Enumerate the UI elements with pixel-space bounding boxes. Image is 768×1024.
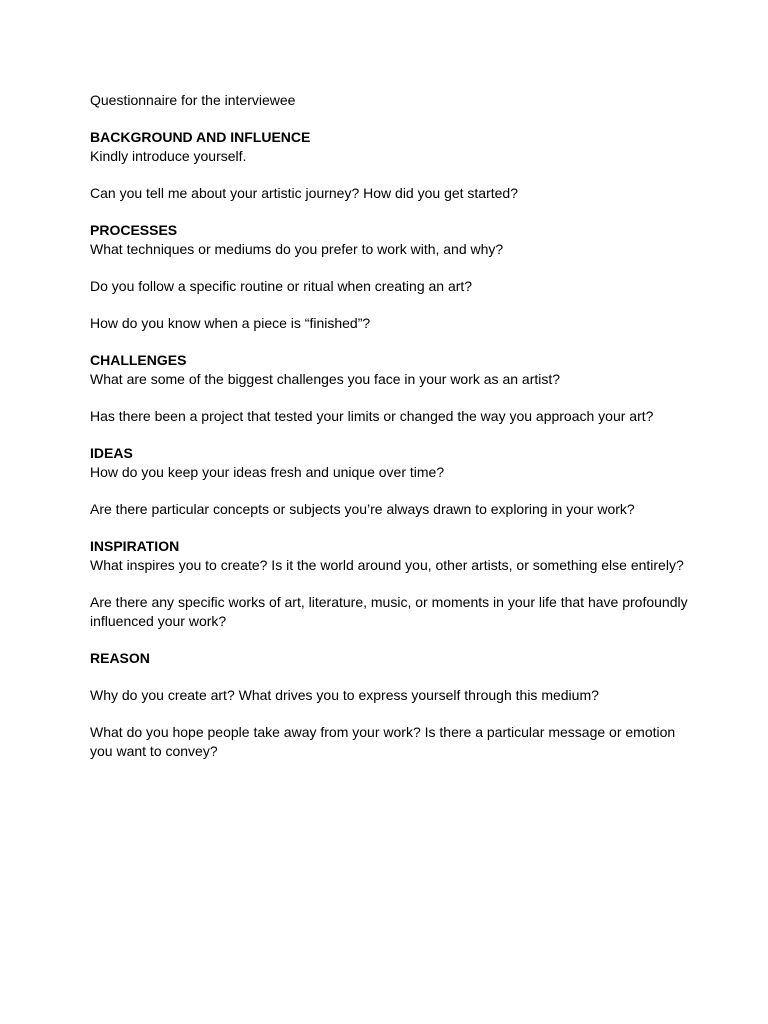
question: Has there been a project that tested your limits or changed the way you approach your art? xyxy=(90,408,654,424)
section-ideas xyxy=(90,444,690,519)
section-heading: PROCESSES xyxy=(90,222,178,238)
section-heading: REASON xyxy=(90,650,150,666)
section-reason xyxy=(90,649,690,761)
section-challenges xyxy=(90,351,690,426)
section-heading: INSPIRATION xyxy=(90,538,180,554)
section-heading: BACKGROUND AND INFLUENCE xyxy=(90,129,311,145)
section-background-and-influence xyxy=(90,128,690,203)
question: Why do you create art? What drives you to express yourself through this medium? xyxy=(90,687,599,703)
section-heading: IDEAS xyxy=(90,445,133,461)
section-inspiration xyxy=(90,537,690,631)
question: Can you tell me about your artistic journey? How did you get started? xyxy=(90,185,519,201)
question: Do you follow a specific routine or ritual when creating an art? xyxy=(90,278,473,294)
question: What do you hope people take away from your work? Is there a particular message or emotion you want to convey? xyxy=(90,724,676,759)
document-page xyxy=(90,91,690,779)
question: Are there particular concepts or subjects you’re always drawn to exploring in your work? xyxy=(90,501,635,517)
question: What techniques or mediums do you prefer to work with, and why? xyxy=(90,241,504,257)
question: What are some of the biggest challenges you face in your work as an artist? xyxy=(90,371,561,387)
question: How do you keep your ideas fresh and unique over time? xyxy=(90,464,445,480)
document-title: Questionnaire for the interviewee xyxy=(90,92,296,108)
question: What inspires you to create? Is it the world around you, other artists, or something else entirely? xyxy=(90,557,684,573)
section-heading: CHALLENGES xyxy=(90,352,187,368)
question: Are there any specific works of art, literature, music, or moments in your life that have profoundly influenced your work? xyxy=(90,594,688,629)
question: How do you know when a piece is “finished”? xyxy=(90,315,371,331)
section-processes xyxy=(90,221,690,333)
question: Kindly introduce yourself. xyxy=(90,148,247,164)
